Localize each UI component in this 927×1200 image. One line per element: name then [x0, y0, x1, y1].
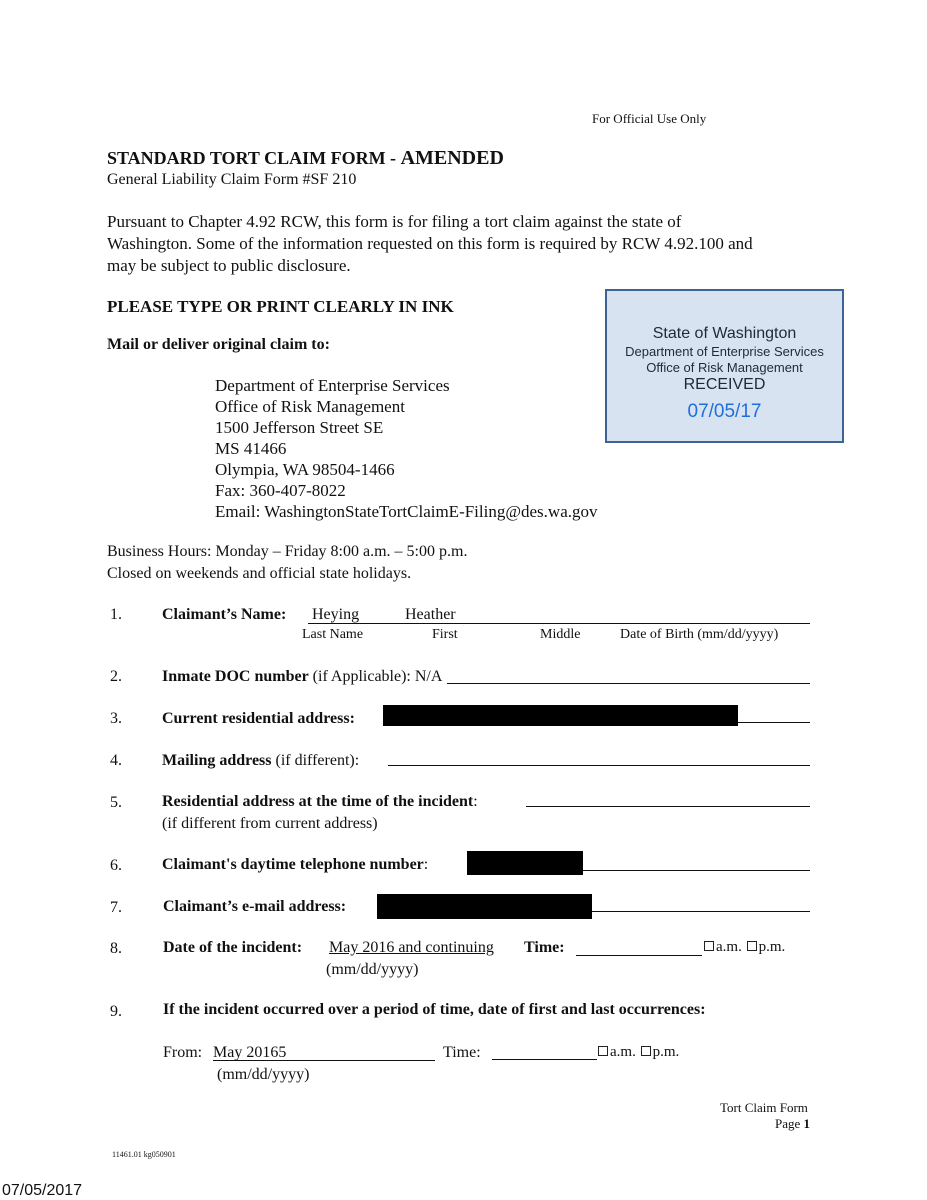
q8-time-label: Time:: [524, 939, 565, 956]
q1-last-name-value[interactable]: Heying: [312, 606, 360, 623]
q4-underline[interactable]: [388, 765, 810, 766]
q8-label: Date of the incident:: [163, 939, 303, 956]
form-subtitle: General Liability Claim Form #SF 210: [107, 171, 357, 188]
q2-value[interactable]: N/A: [414, 668, 443, 685]
q3-label: Current residential address:: [162, 710, 355, 727]
intro-line-3: may be subject to public disclosure.: [107, 256, 351, 275]
q9-pm-label: p.m.: [652, 1044, 680, 1060]
footer-form-name: Tort Claim Form: [720, 1100, 808, 1115]
stamp-line-2: Department of Enterprise Services: [625, 344, 824, 359]
q4-label-normal: (if different):: [271, 752, 360, 769]
q9-am-checkbox[interactable]: [598, 1046, 608, 1056]
q2-label-normal: (if Applicable):: [308, 668, 415, 685]
q9-ampm: [597, 1044, 679, 1061]
footer-page: [775, 1116, 810, 1132]
q7-underline[interactable]: [592, 911, 810, 912]
q1-number: 1.: [110, 606, 122, 623]
q9-time-label: Time:: [443, 1044, 481, 1061]
q3-underline[interactable]: [738, 722, 810, 723]
address-fax: Fax: 360-407-8022: [215, 481, 346, 500]
address-line-3: 1500 Jefferson Street SE: [215, 418, 384, 437]
q1-first-name-value[interactable]: Heather: [405, 606, 456, 623]
q9-number: 9.: [110, 1003, 122, 1020]
address-line-4: MS 41466: [215, 439, 287, 458]
q8-date-format: (mm/dd/yyyy): [326, 961, 419, 978]
q8-am-label: a.m.: [716, 939, 742, 955]
q3-redaction: [383, 705, 738, 726]
q9-time-underline[interactable]: [492, 1059, 597, 1060]
q8-ampm: [703, 939, 785, 956]
closed-note: Closed on weekends and official state holidays.: [107, 565, 412, 582]
q9-pm-checkbox[interactable]: [641, 1046, 651, 1056]
q8-date-value[interactable]: May 2016 and continuing: [329, 939, 494, 956]
q1-caption-last: Last Name: [302, 627, 364, 642]
q7-number: 7.: [110, 899, 122, 916]
q5-label-bold: Residential address at the time of the incident: [162, 793, 474, 810]
form-title: [107, 147, 504, 170]
q9-label: If the incident occurred over a period of time, date of first and last occurrences:: [163, 1001, 706, 1018]
q8-pm-checkbox[interactable]: [747, 941, 757, 951]
q6-number: 6.: [110, 857, 122, 874]
footer-page-label: Page: [775, 1116, 804, 1131]
q7-label: Claimant’s e-mail address:: [163, 898, 347, 915]
print-clearly-heading: PLEASE TYPE OR PRINT CLEARLY IN INK: [107, 297, 454, 316]
q1-name-underline[interactable]: [308, 623, 810, 624]
q2-label: [162, 668, 442, 686]
stamp-line-4: RECEIVED: [683, 376, 766, 393]
q9-from-underline[interactable]: [213, 1060, 435, 1061]
q5-number: 5.: [110, 794, 122, 811]
q8-am-checkbox[interactable]: [704, 941, 714, 951]
stamp-date: 07/05/17: [687, 401, 762, 422]
address-line-1: Department of Enterprise Services: [215, 376, 450, 395]
q5-underline[interactable]: [526, 806, 810, 807]
q7-redaction: [377, 894, 592, 919]
received-stamp: [605, 289, 844, 443]
q8-number: 8.: [110, 940, 122, 957]
q9-date-format: (mm/dd/yyyy): [217, 1066, 310, 1083]
official-use-label: For Official Use Only: [592, 111, 707, 126]
stamp-line-3: Office of Risk Management: [646, 360, 803, 375]
intro-line-1: Pursuant to Chapter 4.92 RCW, this form is for filing a tort claim against the state of: [107, 212, 682, 231]
q5-label: [162, 793, 478, 811]
q1-caption-middle: Middle: [540, 627, 581, 642]
q2-number: 2.: [110, 668, 122, 685]
received-date-footer: 07/05/2017: [2, 1182, 83, 1199]
stamp-line-1: State of Washington: [652, 325, 797, 342]
address-line-5: Olympia, WA 98504-1466: [215, 460, 395, 479]
q8-time-underline[interactable]: [576, 955, 702, 956]
q6-label: [162, 856, 428, 874]
q6-label-normal: :: [423, 856, 429, 873]
q3-number: 3.: [110, 710, 122, 727]
q4-label: [162, 752, 359, 770]
q9-from-label: From:: [163, 1044, 203, 1061]
q1-caption-dob: Date of Birth (mm/dd/yyyy): [620, 627, 779, 642]
footer-form-code: 11461.01 kg050901: [112, 1150, 176, 1159]
address-email[interactable]: Email: WashingtonStateTortClaimE-Filing@des.wa.gov: [215, 502, 598, 521]
form-title-amended: AMENDED: [400, 147, 504, 169]
business-hours: Business Hours: Monday – Friday 8:00 a.m. – 5:00 p.m.: [107, 543, 468, 560]
q4-label-bold: Mailing address: [162, 752, 272, 769]
q9-am-label: a.m.: [610, 1044, 636, 1060]
q6-underline[interactable]: [583, 870, 810, 871]
q4-number: 4.: [110, 752, 122, 769]
q6-redaction: [467, 851, 583, 875]
mail-to-heading: Mail or deliver original claim to:: [107, 336, 330, 353]
q5-sub: (if different from current address): [162, 815, 378, 832]
form-title-main: STANDARD TORT CLAIM FORM -: [107, 148, 401, 168]
q9-from-value[interactable]: May 20165: [213, 1044, 287, 1061]
q2-label-bold: Inmate DOC number: [162, 668, 309, 685]
q2-underline[interactable]: [447, 683, 810, 684]
q8-pm-label: p.m.: [758, 939, 786, 955]
address-line-2: Office of Risk Management: [215, 397, 405, 416]
q5-label-normal: :: [473, 793, 478, 810]
q6-label-bold: Claimant's daytime telephone number: [162, 856, 424, 873]
intro-line-2: Washington. Some of the information requested on this form is required by RCW 4.92.100 and: [107, 234, 753, 253]
q1-label: Claimant’s Name:: [162, 606, 287, 623]
footer-page-number: 1: [803, 1116, 811, 1131]
q1-caption-first: First: [432, 627, 458, 642]
